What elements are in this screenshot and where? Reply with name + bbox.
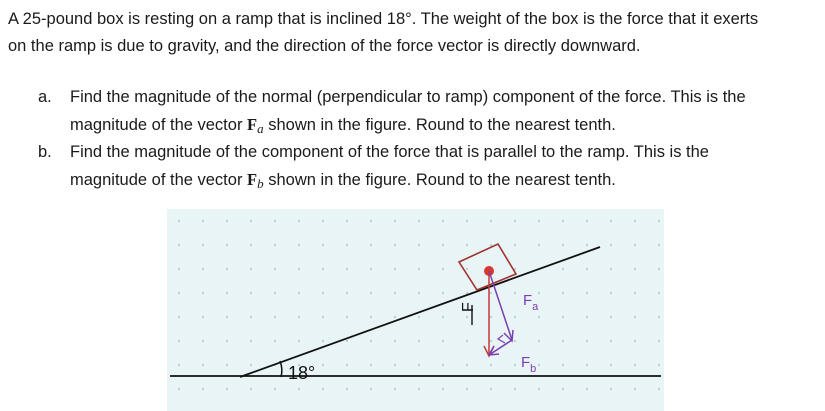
question-line-1: Find the magnitude of the normal (perpendicular to ramp) component of the force. This is the [70, 88, 746, 106]
question-line-2-end: shown in the figure. Round to the nearest tenth. [268, 116, 616, 134]
vector-symbol: Fb [247, 170, 264, 191]
question-line-2-end: shown in the figure. Round to the nearest tenth. [268, 171, 616, 189]
problem-intro [8, 6, 820, 60]
question-line-1: Find the magnitude of the component of the force that is parallel to the ramp. This is the [70, 143, 709, 161]
weight-label: F [460, 302, 477, 312]
question-a [38, 84, 818, 139]
question-line-2-start: magnitude of the vector [70, 171, 243, 189]
dot-grid [167, 209, 664, 411]
vector-symbol: Fa [247, 115, 264, 136]
question-marker: a. [38, 88, 52, 106]
ramp-diagram [167, 209, 664, 411]
ramp-figure [167, 209, 664, 411]
parallel-label: $F_b$ [521, 354, 537, 375]
question-line-2-start: magnitude of the vector [70, 116, 243, 134]
question-text [70, 84, 818, 139]
normal-label: $F_a$ [523, 292, 539, 313]
intro-line-2: on the ramp is due to gravity, and the direction of the force vector is directly downward. [8, 37, 641, 55]
question-marker: b. [38, 143, 52, 161]
angle-label: 18° [288, 363, 316, 383]
question-text [70, 139, 818, 194]
question-list [38, 84, 818, 194]
question-b [38, 139, 818, 194]
intro-line-1: A 25-pound box is resting on a ramp that is inclined 18°. The weight of the box is the force that it exerts [8, 10, 759, 28]
